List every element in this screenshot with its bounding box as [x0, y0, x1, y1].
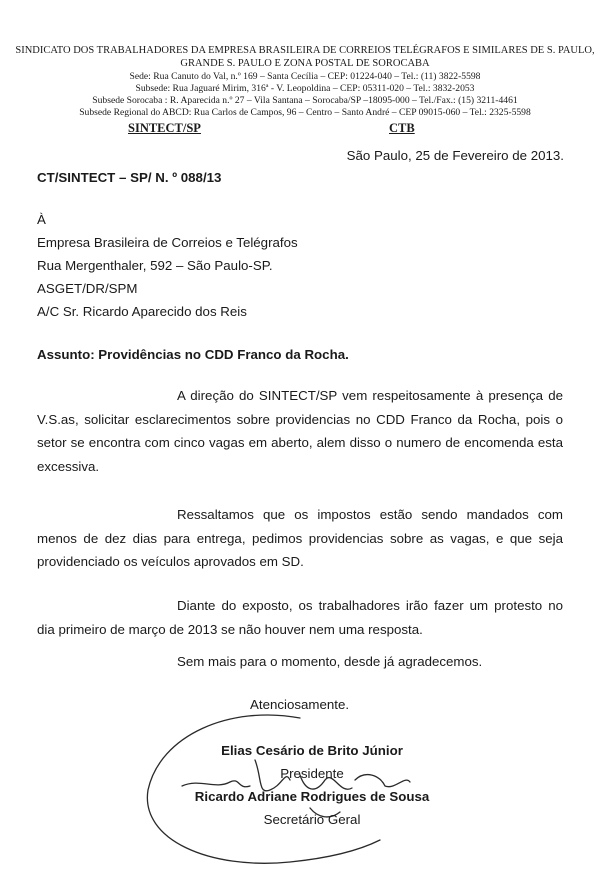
- body-paragraph-1: A direção do SINTECT/SP vem respeitosamente à presença de V.S.as, solicitar esclarecimentos sobre providencias no CDD Franco da Rocha, pois o setor se encontra com cinco vagas em aberto, alem disso o numero de encomenda esta excessiva.: [37, 388, 563, 474]
- letterhead-union-name: SINDICATO DOS TRABALHADORES DA EMPRESA BRASILEIRA DE CORREIOS TELÉGRAFOS E SIMILARES DE S. PAULO,: [15, 45, 595, 56]
- recipient-company: Empresa Brasileira de Correios e Telégrafos: [37, 235, 298, 250]
- body-paragraph-2: Ressaltamos que os impostos estão sendo mandados com menos de dez dias para entrega, pedimos providencias sobre as vagas, e que seja providenciado os veículos aprovados em SD.: [37, 507, 563, 569]
- signatory-2-title: Secretário Geral: [263, 812, 361, 827]
- addressee-prefix: À: [37, 212, 46, 227]
- signatory-1-title: Presidente: [280, 766, 344, 781]
- letterhead-address-subsede-1: Subsede: Rua Jaguaré Mirim, 316ª - V. Leopoldina – CEP: 05311-020 – Tel.: 3832-2053: [135, 83, 475, 94]
- letter-reference: CT/SINTECT – SP/ N. º 088/13: [37, 170, 222, 185]
- recipient-department: ASGET/DR/SPM: [37, 281, 138, 296]
- recipient-address: Rua Mergenthaler, 592 – São Paulo-SP.: [37, 258, 273, 273]
- letterhead-org-ctb: CTB: [389, 121, 415, 135]
- letterhead-union-region: GRANDE S. PAULO E ZONA POSTAL DE SOROCABA: [180, 58, 430, 69]
- signatory-1-name: Elias Cesário de Brito Júnior: [221, 743, 403, 758]
- letter-closing: Atenciosamente.: [250, 697, 350, 712]
- body-paragraph-3: Diante do exposto, os trabalhadores irão fazer um protesto no dia primeiro de março de 2013 se não houver nem uma resposta.: [37, 598, 563, 637]
- recipient-attention: A/C Sr. Ricardo Aparecido dos Reis: [37, 304, 247, 319]
- letterhead-address-subsede-sorocaba: Subsede Sorocaba : R. Aparecida n.º 27 – Vila Santana – Sorocaba/SP –18095-000 – Tel./Fax.: (15) 3211-4461: [92, 95, 518, 106]
- letterhead-org-sintect: SINTECT/SP: [128, 121, 201, 135]
- letter-thanks: Sem mais para o momento, desde já agradecemos.: [177, 654, 483, 669]
- letterhead-address-hq: Sede: Rua Canuto do Val, n.º 169 – Santa Cecília – CEP: 01224-040 – Tel.: (11) 3822-5598: [129, 71, 481, 82]
- letter-date: São Paulo, 25 de Fevereiro de 2013.: [346, 148, 564, 163]
- signatory-2-name: Ricardo Adriane Rodrigues de Sousa: [194, 789, 430, 804]
- letter-subject: Assunto: Providências no CDD Franco da Rocha.: [37, 347, 349, 362]
- letterhead-address-subsede-abcd: Subsede Regional do ABCD: Rua Carlos de Campos, 96 – Centro – Santo André – CEP 09015-060 – Tel.: 2325-5598: [79, 107, 531, 118]
